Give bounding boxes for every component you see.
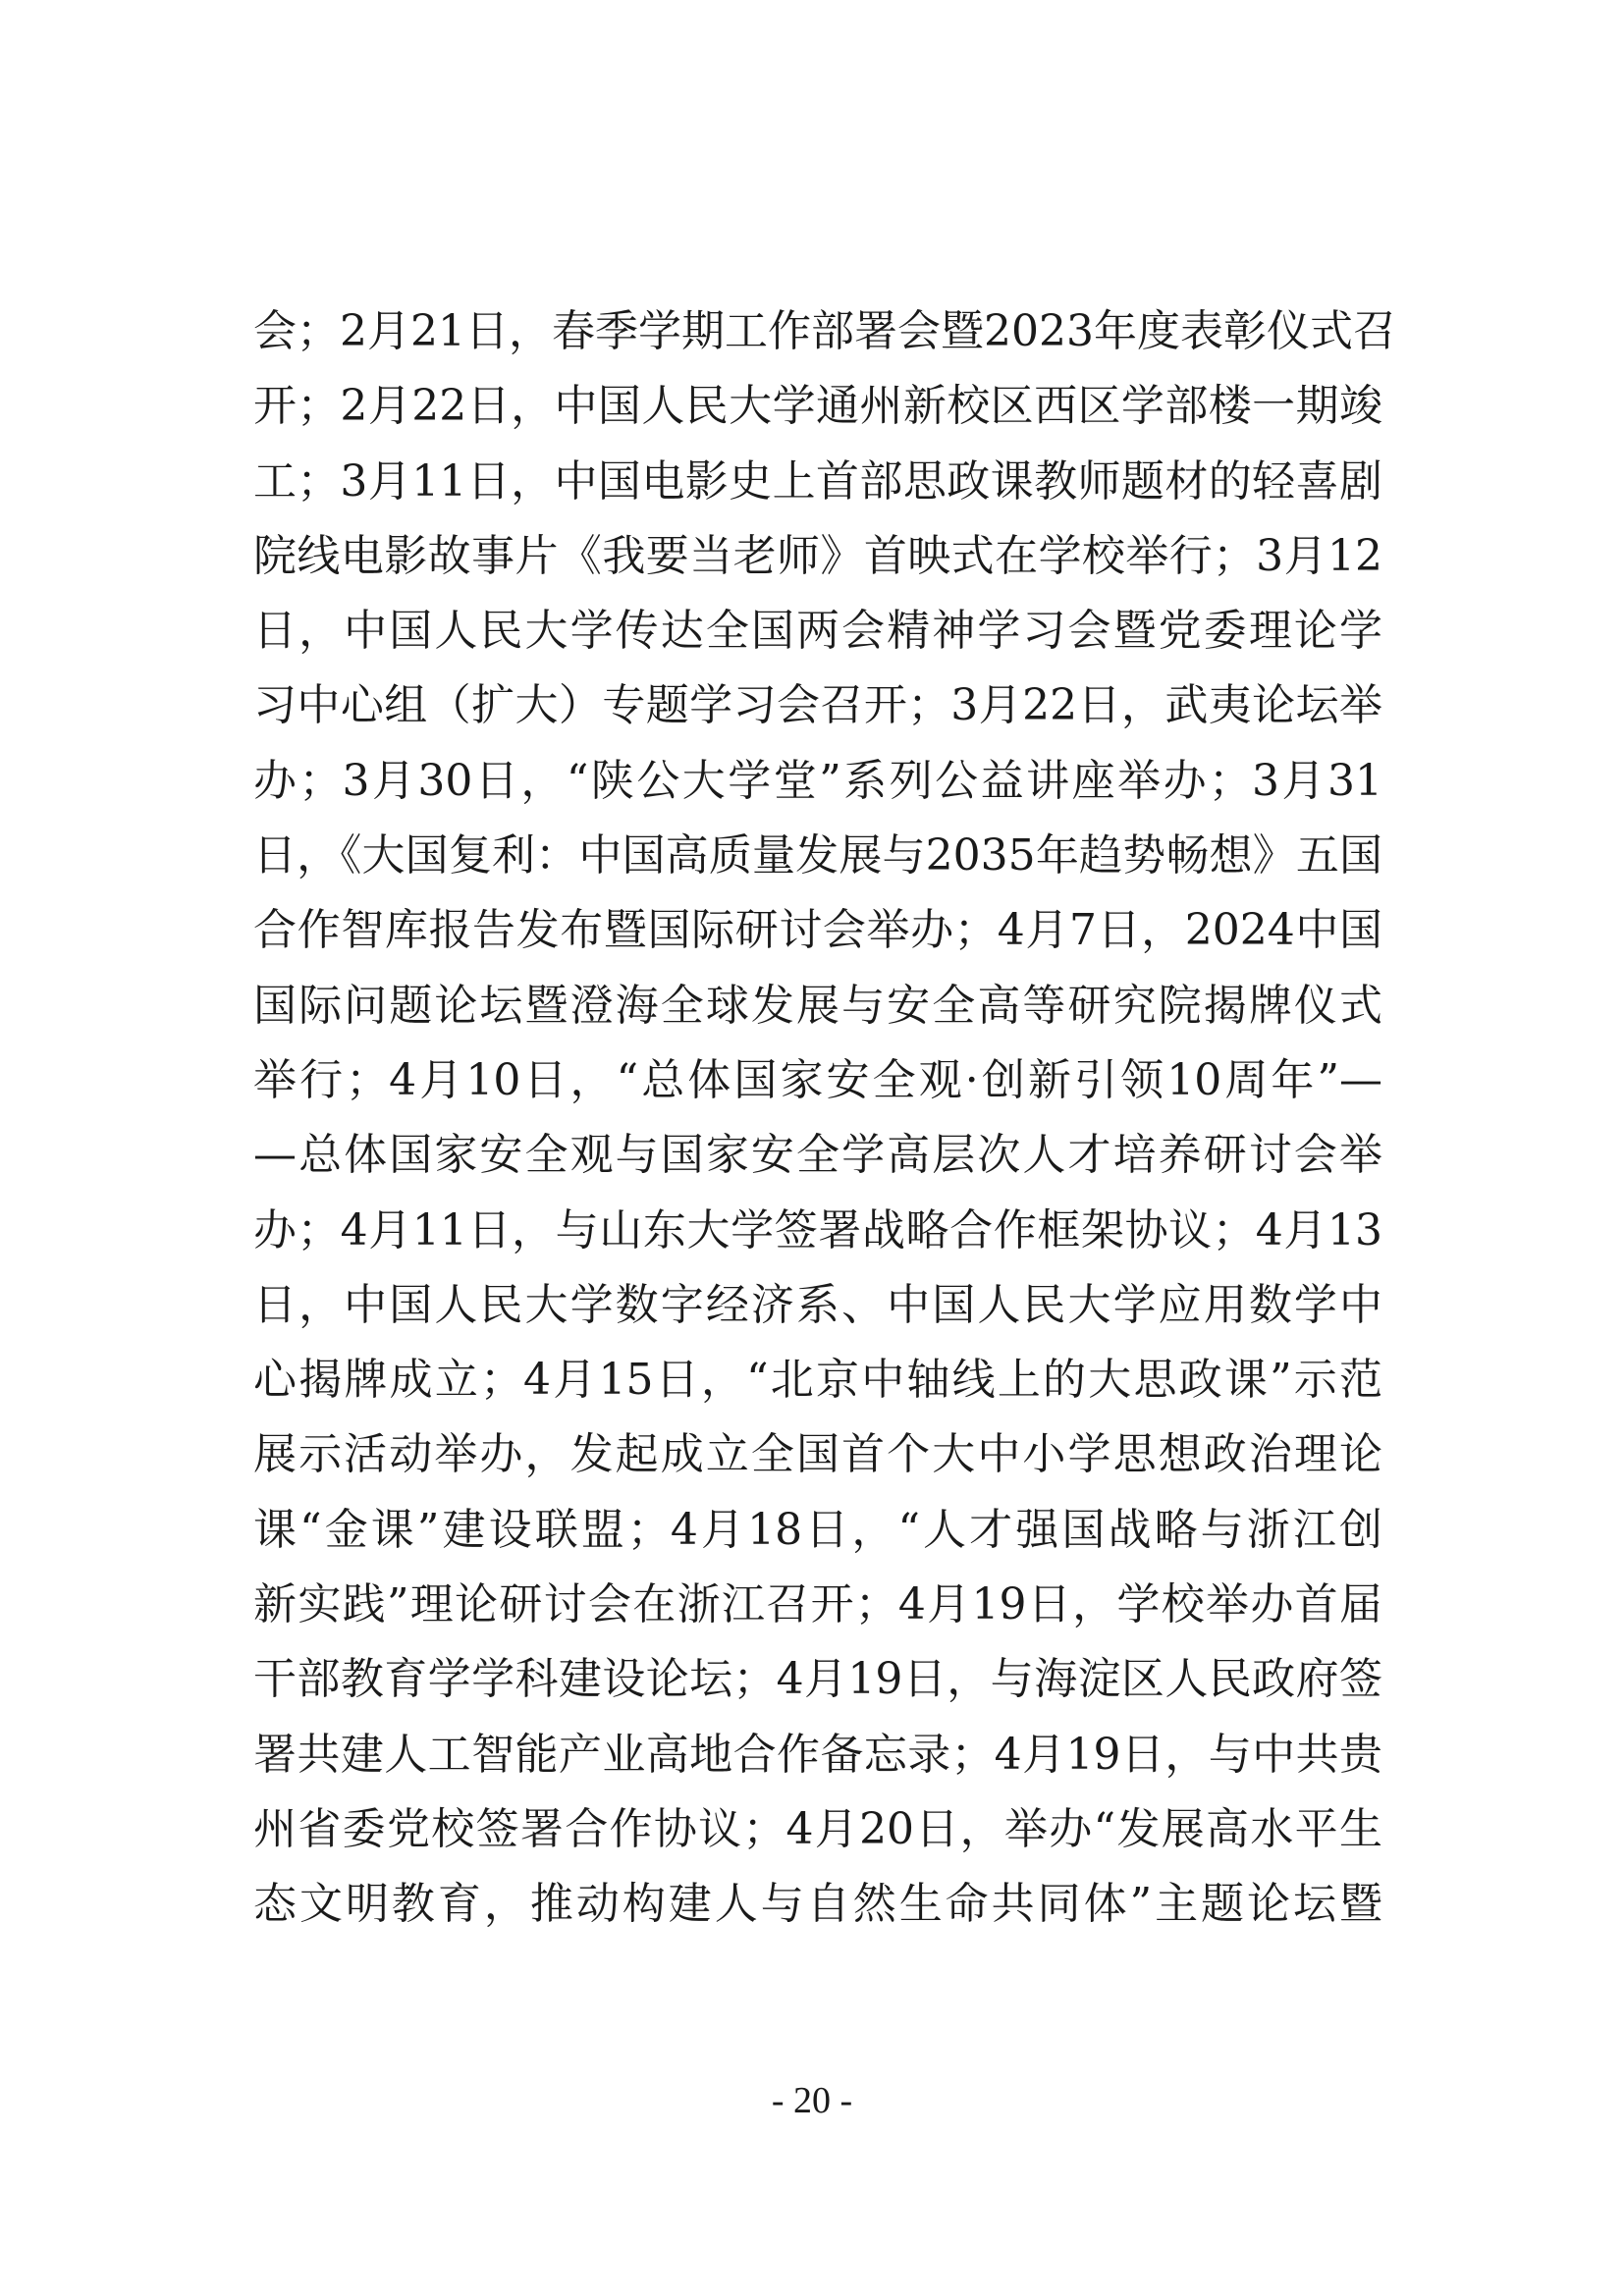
page-number: - 20 -: [771, 2080, 853, 2121]
text-line: 新实践”理论研讨会在浙江召开；4月19日，学校举办首届: [253, 1579, 1382, 1630]
text-line: 展示活动举办，发起成立全国首个大中小学思想政治理论: [253, 1429, 1382, 1480]
text-line: 举行；4月10日，“总体国家安全观·创新引领10周年”—: [253, 1054, 1382, 1105]
text-line: 课“金课”建设联盟；4月18日，“人才强国战略与浙江创: [253, 1504, 1382, 1555]
text-line: 干部教育学学科建设论坛；4月19日，与海淀区人民政府签: [253, 1654, 1382, 1705]
text-line: 开；2月22日，中国人民大学通州新校区西区学部楼一期竣: [253, 381, 1382, 432]
text-line: 院线电影故事片《我要当老师》首映式在学校举行；3月12: [253, 530, 1382, 581]
text-line: 习中心组（扩大）专题学习会召开；3月22日，武夷论坛举: [253, 680, 1382, 731]
text-line: 心揭牌成立；4月15日，“北京中轴线上的大思政课”示范: [253, 1355, 1382, 1406]
text-line: 办；4月11日，与山东大学签署战略合作框架协议；4月13: [253, 1204, 1382, 1255]
text-line: —总体国家安全观与国家安全学高层次人才培养研讨会举: [253, 1130, 1382, 1181]
text-line: 州省委党校签署合作协议；4月20日，举办“发展高水平生: [253, 1803, 1382, 1854]
text-line: 工；3月11日，中国电影史上首部思政课教师题材的轻喜剧: [253, 455, 1382, 507]
text-line: 署共建人工智能产业高地合作备忘录；4月19日，与中共贵: [253, 1729, 1382, 1780]
text-line: 办；3月30日，“陕公大学堂”系列公益讲座举办；3月31: [253, 755, 1382, 806]
text-line: 国际问题论坛暨澄海全球发展与安全高等研究院揭牌仪式: [253, 980, 1382, 1031]
text-line: 会；2月21日，春季学期工作部署会暨2023年度表彰仪式召: [253, 306, 1396, 356]
text-line: 态文明教育，推动构建人与自然生命共同体”主题论坛暨: [253, 1879, 1382, 1930]
text-line: 合作智库报告发布暨国际研讨会举办；4月7日，2024中国: [253, 905, 1382, 956]
text-line: 日，中国人民大学传达全国两会精神学习会暨党委理论学: [253, 606, 1382, 657]
text-line: 日，中国人民大学数字经济系、中国人民大学应用数学中: [253, 1279, 1382, 1330]
text-line: 日，《大国复利：中国高质量发展与2035年趋势畅想》五国: [253, 830, 1382, 881]
body-text: [253, 294, 1396, 1943]
